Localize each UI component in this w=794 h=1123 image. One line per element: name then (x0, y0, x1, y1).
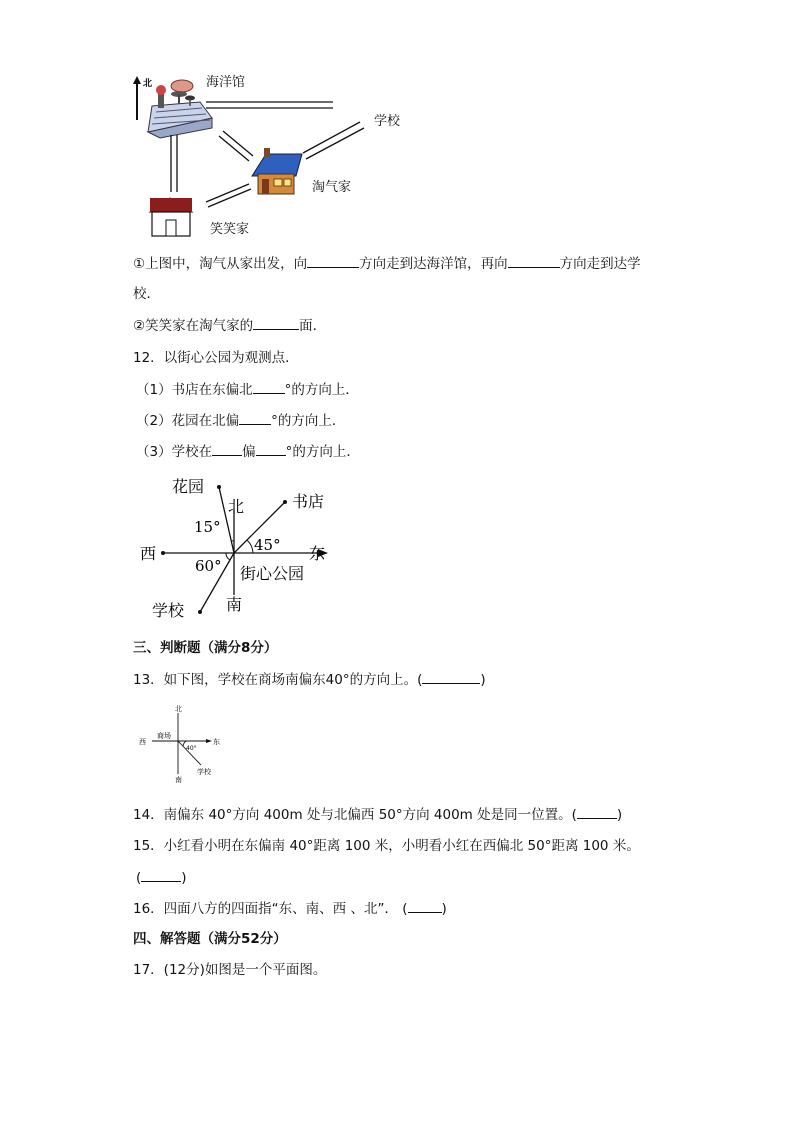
east-label: 东 (309, 544, 326, 563)
q12-part3 (136, 441, 360, 462)
q15-answer (136, 867, 187, 888)
section-4-title: 四、解答题（满分52分） (133, 931, 287, 947)
q16-text-body: 16．四面八方的四面指“东、南、西 、北”． ( (133, 901, 408, 917)
angle-60-label: 60° (195, 557, 222, 575)
school-label: 学校 (152, 601, 185, 620)
q11-text-a: ①上图中，淘气从家出发，向 (133, 256, 308, 272)
xiaoxiao-house-icon (150, 198, 192, 236)
section-3-title: 三、判断题（满分8分） (133, 640, 278, 656)
answer-blank[interactable] (422, 669, 480, 684)
angle-15-label: 15° (194, 518, 221, 536)
q12-title: 12．以街心公园为观测点． (133, 350, 299, 366)
q13-text (133, 669, 486, 690)
q12-p2-text-b: °的方向上． (271, 413, 346, 429)
answer-blank[interactable] (307, 253, 359, 268)
garden-label: 花园 (172, 477, 205, 496)
q12-part1 (136, 379, 359, 400)
answer-blank[interactable] (256, 441, 286, 456)
park-direction-figure (134, 470, 334, 625)
north-label: 北 (175, 705, 182, 713)
q13-close-paren: ) (480, 672, 486, 688)
q11-sub2-text-b: 面． (299, 318, 327, 334)
q14-close-paren: ) (616, 807, 623, 823)
q11-sub2-text-a: ②笑笑家在淘气家的 (133, 318, 254, 334)
xiaoxiao-home-label: 笑笑家 (210, 222, 250, 237)
aquarium-icon (148, 80, 212, 138)
q14-text (133, 804, 622, 825)
q11-text-c: 方向走到达学 (559, 256, 641, 272)
mall-direction-figure (136, 702, 226, 784)
park-label: 街心公园 (240, 564, 305, 583)
q11-line2: 校． (133, 286, 160, 302)
answer-blank[interactable] (577, 804, 617, 819)
bookstore-label: 书店 (292, 492, 325, 511)
q11-text-b: 方向走到达海洋馆，再向 (359, 256, 508, 272)
q12-p3-text-a: （3）学校在 (136, 444, 213, 460)
east-label: 东 (213, 738, 220, 746)
south-label: 南 (226, 595, 243, 614)
angle-45-label: 45° (254, 536, 281, 554)
q12-p3-text-c: °的方向上． (285, 444, 360, 460)
q11-line1 (133, 253, 641, 274)
answer-blank[interactable] (408, 898, 442, 913)
west-label: 西 (140, 544, 157, 563)
answer-blank[interactable] (253, 315, 299, 330)
q15-close-paren: ) (181, 870, 187, 886)
answer-blank[interactable] (253, 379, 285, 394)
q17-text: 17．(12分)如图是一个平面图。 (133, 962, 327, 978)
q12-p2-text-a: （2）花园在北偏 (136, 413, 240, 429)
north-arrow-icon (133, 76, 141, 120)
q12-p3-text-b: 偏 (242, 444, 256, 460)
school-label: 学校 (197, 768, 211, 776)
q11-sub2 (133, 315, 326, 336)
map-figure (130, 70, 420, 240)
q12-p1-text-a: （1）书店在东偏北 (136, 382, 253, 398)
answer-blank[interactable] (239, 410, 271, 425)
answer-blank[interactable] (212, 441, 242, 456)
answer-blank[interactable] (508, 253, 560, 268)
q12-p1-text-b: °的方向上． (284, 382, 359, 398)
south-label: 南 (175, 776, 182, 784)
north-label: 北 (228, 497, 245, 516)
q14-text-body: 14．南偏东 40°方向 400m 处与北偏西 50°方向 400m 处是同一位置。( (133, 807, 577, 823)
north-label: 北 (143, 79, 153, 89)
taoqi-house-icon (252, 148, 302, 194)
west-label: 西 (139, 738, 146, 746)
q13-text-body: 13．如下图，学校在商场南偏东40°的方向上。( (133, 672, 423, 688)
q15-text: 15．小红看小明在东偏南 40°距离 100 米，小明看小红在西偏北 50°距离 100 米。 (133, 838, 640, 854)
q16-close-paren: ) (441, 901, 447, 917)
school-label: 学校 (374, 114, 401, 129)
answer-blank[interactable] (141, 867, 181, 882)
mall-label: 商场 (157, 732, 171, 740)
aquarium-label: 海洋馆 (206, 75, 246, 90)
q15-open-paren: ( (136, 870, 142, 886)
q12-part2 (136, 410, 345, 431)
taoqi-home-label: 淘气家 (312, 180, 352, 195)
q16-text (133, 898, 447, 919)
angle-40-label: 40° (186, 745, 197, 752)
